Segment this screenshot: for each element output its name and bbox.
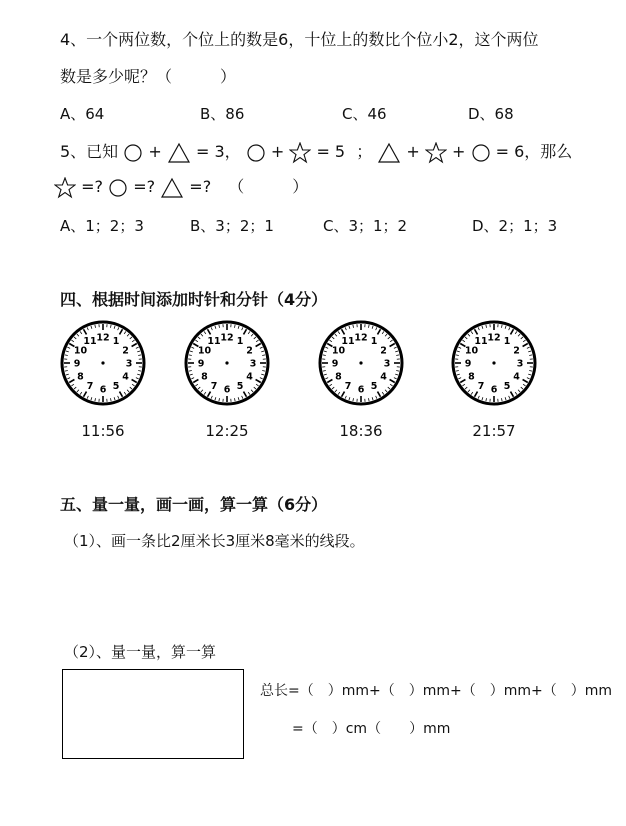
clock-number: 1 [112,335,120,347]
formula-line2: =（ ）cm（ ）mm [292,721,451,737]
clock-number: 11 [83,335,97,347]
clock-number: 11 [207,335,221,347]
clock-number: 7 [344,381,352,393]
q4-option-c: C、46 [342,105,387,123]
clock-center [359,361,362,364]
clock-number: 3 [125,358,133,370]
triangle-icon [167,142,191,164]
separator: ； [356,142,373,161]
q4-option-b: B、86 [200,105,245,123]
clock-number: 6 [357,384,365,396]
circle-icon [246,143,266,163]
clock-number: 7 [86,381,94,393]
eq1-result: = 3， [195,142,241,161]
clock-number: 5 [236,381,244,393]
clock-2 [182,318,272,440]
section5-title: 五、量一量，画一画，算一算（6分） [60,495,328,514]
clock-number: 5 [503,381,511,393]
clock-number: 9 [331,358,339,370]
clock-time-label: 21:57 [472,422,516,440]
answer-blank: （ ） [228,177,309,196]
clock-number: 10 [464,345,479,357]
clock-number: 12 [220,332,234,344]
clock-number: 10 [197,345,212,357]
clock-number: 2 [122,345,129,357]
triangle-unknown: =? [189,177,212,196]
clock-number: 6 [99,384,107,396]
clock-number: 4 [513,371,520,383]
eq2-result: = 5 [316,142,346,161]
clock-4 [449,318,539,440]
clock-number: 10 [331,345,346,357]
clock-number: 8 [77,371,84,383]
clock-number: 8 [201,371,208,383]
clock-face-icon [182,318,272,408]
q5-option-b: B、3；2；1 [190,217,274,235]
clock-number: 12 [96,332,110,344]
section5-q1: （1）、画一条比2厘米长3厘米8毫米的线段。 [64,532,365,550]
clock-number: 3 [516,358,524,370]
clock-number: 12 [354,332,368,344]
clock-number: 11 [341,335,355,347]
q4-option-a: A、64 [60,105,105,123]
measure-rectangle [62,669,244,759]
q4-line2: 数是多少呢？（ ） [60,67,237,86]
clock-time-label: 11:56 [81,422,125,440]
clock-number: 9 [73,358,81,370]
clock-number: 7 [210,381,218,393]
clock-number: 3 [249,358,257,370]
section4-title: 四、根据时间添加时针和分针（4分） [60,290,328,309]
clock-number: 4 [246,371,253,383]
clock-number: 12 [487,332,501,344]
clock-number: 8 [335,371,342,383]
clock-number: 8 [468,371,475,383]
q5-line2 [54,174,308,199]
q4-line1: 4、一个两位数，个位上的数是6，十位上的数比个位小2，这个两位 [60,30,539,49]
clock-number: 2 [513,345,520,357]
star-icon [425,142,447,164]
clock-face-icon [316,318,406,408]
clock-number: 6 [223,384,231,396]
clock-number: 1 [503,335,511,347]
clock-3 [316,318,406,440]
plus-sign: + [406,142,420,161]
q5-prefix: 5、已知 [60,142,119,161]
clock-center [101,361,104,364]
q5-option-c: C、3；1；2 [323,217,408,235]
clock-time-label: 12:25 [205,422,249,440]
q5-option-d: D、2；1；3 [472,217,558,235]
plus-sign: + [270,142,285,161]
clock-center [225,361,228,364]
clock-number: 4 [122,371,129,383]
q5-line1 [60,139,572,164]
plus-sign: + [148,142,162,161]
clock-number: 5 [370,381,378,393]
clock-number: 9 [197,358,205,370]
clock-number: 1 [370,335,378,347]
clock-number: 7 [477,381,485,393]
star-unknown: =? [81,177,103,196]
circle-icon [108,178,128,198]
clock-1 [58,318,148,440]
clock-number: 4 [380,371,387,383]
q4-option-d: D、68 [468,105,514,123]
clock-face-icon [58,318,148,408]
circle-icon [471,143,491,163]
clock-number: 2 [380,345,387,357]
clock-number: 9 [464,358,472,370]
circle-unknown: =? [133,177,156,196]
clock-number: 3 [383,358,391,370]
formula-line1: 总长=（ ）mm+（ ）mm+（ ）mm+（ ）mm [260,683,613,699]
triangle-icon [160,177,184,199]
q5-option-a: A、1；2；3 [60,217,144,235]
eq3-result: = 6，那么 [495,142,573,161]
clock-number: 1 [236,335,244,347]
triangle-icon [377,142,401,164]
clock-center [492,361,495,364]
star-icon [54,177,76,199]
circle-icon [123,143,143,163]
clock-number: 10 [73,345,88,357]
clock-face-icon [449,318,539,408]
clock-time-label: 18:36 [339,422,383,440]
section5-q2: （2）、量一量，算一算 [64,643,217,661]
plus-sign: + [452,142,466,161]
clock-number: 11 [474,335,488,347]
clock-number: 6 [490,384,498,396]
clock-number: 2 [246,345,253,357]
clock-number: 5 [112,381,120,393]
star-icon [289,142,311,164]
